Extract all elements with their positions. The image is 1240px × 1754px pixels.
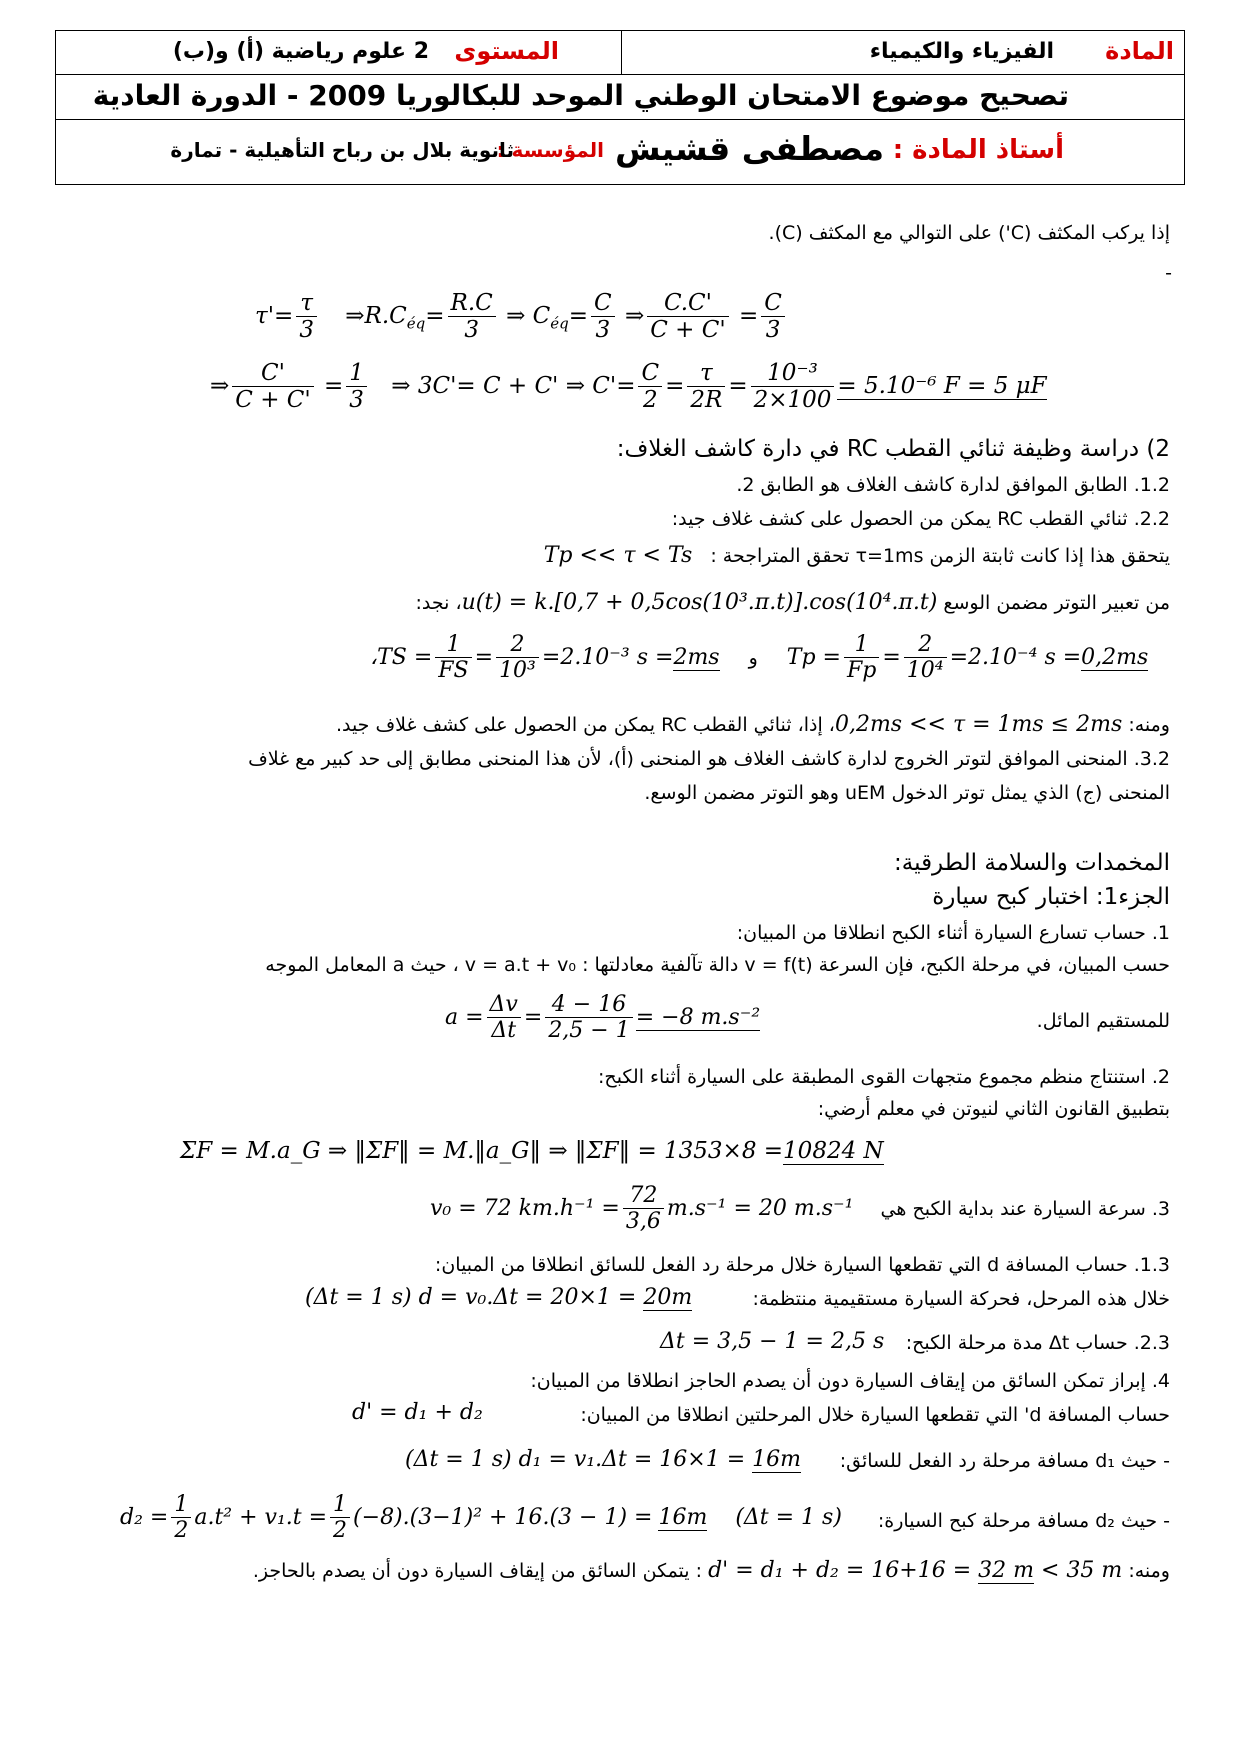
initial-speed-equation: v₀ = 72 km.h⁻¹ = $\frac{72}{3,6}$ m.s⁻¹ = 20 m.s⁻¹ [430, 1183, 854, 1235]
header-box [55, 30, 1185, 185]
q4-line-2: حساب المسافة d' التي تقطعها السيارة خلال المرحلتين انطلاقا من المبيان: [580, 1404, 1170, 1426]
q1-line: 1. حساب تسارع السيارة أثناء الكبح انطلاقا من المبيان: [736, 922, 1170, 944]
q1-line-2: حسب المبيان، في مرحلة الكبح، فإن السرعة v = f(t) دالة تآلفية معادلتها : v = a.t + v₀ ، حيث a المعامل الموجه [265, 954, 1170, 976]
q31-line: 1.3. حساب المسافة d التي تقطعها السيارة خلال مرحلة رد الفعل للسائق انطلاقا من المبيان: [434, 1254, 1170, 1276]
reaction-distance-equation: (Δt = 1 s) d = v₀.Δt = 20×1 = 20m [305, 1285, 693, 1310]
section2-line-6: ومنه: 0,2ms << τ = 1ms ≤ 2ms، إذا، ثنائي القطب RC يمكن من الحصول على كشف غلاف جيد. [335, 712, 1170, 737]
level-label: المستوى [454, 37, 559, 65]
total-distance-formula: d' = d₁ + d₂ [352, 1400, 483, 1425]
periods-equation: ،TS = $\frac{1}{FS}$ = $\frac{2}{\text{10³}}$ =2.10⁻³ s =2ms و Tp = $\frac{1}{Fp}$ = $\frac{2}{\text{10⁴}}$ =2.10⁻⁴ s =0,2ms [370, 632, 1149, 684]
header-row-2 [56, 74, 1184, 120]
q2-line-2: بتطبيق القانون الثاني لنيوتن في معلم أرضي: [817, 1098, 1170, 1120]
header-row-1 [56, 31, 1184, 75]
section2-line-4: من تعبير التوتر مضمن الوسع u(t) = k.[0,7 + 0,5cos(10³.π.t)].cos(10⁴.π.t)، نجد: [415, 590, 1170, 615]
intro-line: إذا يركب المكثف (C') على التوالي مع المكثف (C). [768, 222, 1170, 244]
teacher-name: مصطفى قشيش [614, 129, 884, 168]
q4-line-5: ومنه: d' = d₁ + d₂ = 16+16 = 32 m < 35 m : يتمكن السائق من إيقاف السيارة دون أن يصدم بالحاجز. [252, 1558, 1170, 1583]
q4-line-4: - حيث d₂ مسافة مرحلة كبح السيارة: [877, 1510, 1170, 1532]
section2-title: 2) دراسة وظيفة ثنائي القطب RC في دارة كاشف الغلاف: [616, 436, 1170, 462]
section2-line-2: 2.2. ثنائي القطب RC يمكن من الحصول على كشف غلاف جيد: [671, 508, 1170, 530]
acceleration-equation: a = $\frac{\Delta v}{\Delta t}$ = $\frac{4 - 16}{2,5 - 1}$ = −8 m.s⁻² [445, 992, 761, 1044]
dash-line: - [1165, 262, 1172, 284]
level-value: 2 علوم رياضية (أ) و(ب) [172, 39, 429, 64]
force-result: 10824 N [783, 1138, 884, 1164]
header-row-3 [56, 121, 1184, 184]
exam-title: تصحيح موضوع الامتحان الوطني الموحد للبكالوريا 2009 - الدورة العادية [92, 79, 1069, 112]
equation-capacitance-1: τ'= $\frac{\tau}{3}$ $\Rightarrow R.C_{éq}=$ $\frac{R.C}{3}$ ⇒ $C_{éq}=$ $\frac{C}{3}$ ⇒ $\frac{C.C'}{C + C'}$ = $\frac{C}{3}$ [255, 290, 788, 344]
q4-line: 4. إبراز تمكن السائق من إيقاف السيارة دون أن يصدم الحاجز انطلاقا من المبيان: [530, 1370, 1170, 1392]
capacitance-result: = 5.10⁻⁶ F = 5 μF [837, 372, 1047, 399]
q4-line-3: - حيث d₁ مسافة مرحلة رد الفعل للسائق: [839, 1450, 1170, 1472]
school-label: المؤسسة : [496, 138, 604, 162]
equation-capacitance-2: ⇒ $\frac{C'}{C + C'}$ = $\frac{1}{3}$ ⇒ 3C'= C + C' ⇒ C'= $\frac{C}{2}$ = $\frac{\tau}{2R}$ = $\frac{\text{10⁻³}}{2\times 100}$ = 5.10⁻⁶ F = 5 μF [210, 360, 1047, 414]
force-equation: ΣF = M.a_G ⇒ ‖ΣF‖ = M.‖a_G‖ ⇒ ‖ΣF‖ = 1353×8 =10824 N [180, 1138, 884, 1164]
q31-line-2: خلال هذه المرحل، فحركة السيارة مستقيمية منتظمة: [752, 1288, 1170, 1310]
section3-part-title: الجزء1: اختبار كبح سيارة [932, 884, 1170, 910]
d1-equation: (Δt = 1 s) d₁ = v₁.Δt = 16×1 = 16m [405, 1447, 802, 1472]
q2-line: 2. استنتاج منظم مجموع متجهات القوى المطبقة على السيارة أثناء الكبح: [598, 1066, 1170, 1088]
subject-value: الفيزياء والكيمياء [869, 39, 1054, 64]
subject-label: المادة [1105, 37, 1174, 65]
q32-line: 2.3. حساب Δt مدة مرحلة الكبح: [905, 1332, 1170, 1354]
section2-line-3: يتحقق هذا إذا كانت ثابتة الزمن τ=1ms تحقق المتراجحة : Tp << τ < Ts [543, 543, 1170, 568]
header-divider [621, 31, 622, 74]
section3-title: المخمدات والسلامة الطرقية: [894, 850, 1170, 876]
q3-line: 3. سرعة السيارة عند بداية الكبح هي [880, 1198, 1170, 1220]
section2-line-8: المنحنى (ج) الذي يمثل توتر الدخول uEM وهو التوتر مضمن الوسع. [644, 782, 1170, 804]
braking-duration-equation: Δt = 3,5 − 1 = 2,5 s [660, 1329, 885, 1354]
q1-line-3: للمستقيم المائل. [1036, 1010, 1170, 1032]
section2-line-1: 1.2. الطابق الموافق لدارة كاشف الغلاف هو الطابق 2. [736, 474, 1170, 496]
school-value: ثانوية بلال بن رباح التأهيلية - تمارة [170, 138, 514, 162]
teacher-label: أستاذ المادة : [892, 135, 1064, 165]
d2-equation: d₂ = $\frac{1}{2}$ a.t² + v₁.t = $\frac{1}{2}$ (−8).(3−1)² + 16.(3 − 1) = 16m (Δt = 1 s) [120, 1492, 842, 1544]
section2-line-7: 3.2. المنحنى الموافق لتوتر الخروج لدارة كاشف الغلاف هو المنحنى (أ)، لأن هذا المنحنى مطابق إلى حد كبير مع غلاف [248, 748, 1170, 770]
